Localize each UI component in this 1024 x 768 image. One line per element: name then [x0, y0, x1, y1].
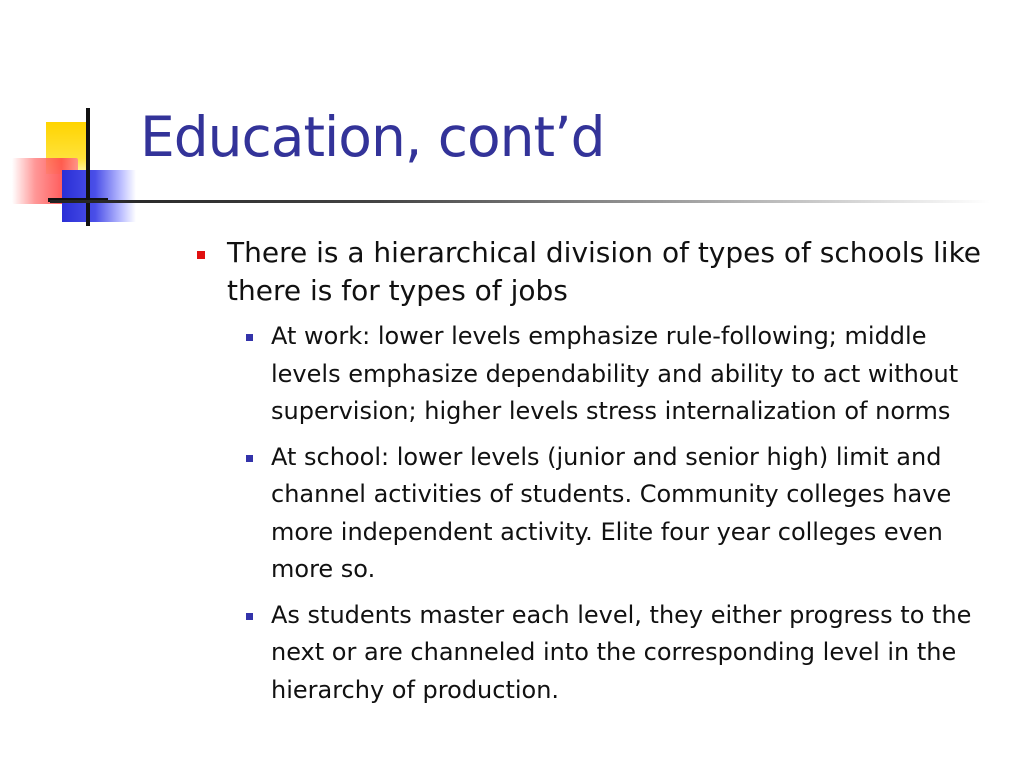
blue-square-bullet-icon [246, 613, 253, 620]
sub-bullet-point [271, 318, 996, 431]
sub-bullet-text: At school: lower levels (junior and senior high) limit and channel activities of students. Community colleges have more independent activity. Elite four year colleges even more so. [271, 442, 952, 583]
sub-bullet-point [271, 597, 996, 710]
blue-square-shape [62, 170, 136, 222]
red-square-bullet-icon [197, 251, 205, 259]
vertical-line-shape [86, 108, 90, 226]
blue-square-bullet-icon [246, 455, 253, 462]
blue-square-bullet-icon [246, 334, 253, 341]
slide-title: Education, cont’d [140, 105, 605, 169]
sub-bullet-list [0, 318, 1024, 709]
bullet-text: There is a hierarchical division of types of schools like there is for types of jobs [227, 236, 982, 307]
title-divider [50, 200, 990, 203]
sub-bullet-point [271, 439, 996, 589]
sub-bullet-text: As students master each level, they either progress to the next or are channeled into the corresponding level in the hierarchy of production. [271, 600, 972, 704]
colored-squares-logo-icon [0, 100, 150, 235]
bullet-point [227, 234, 997, 310]
sub-bullet-text: At work: lower levels emphasize rule-following; middle levels emphasize dependability and ability to act without supervision; higher levels stress internalization of norms [271, 322, 959, 425]
slide-body [0, 234, 1024, 717]
